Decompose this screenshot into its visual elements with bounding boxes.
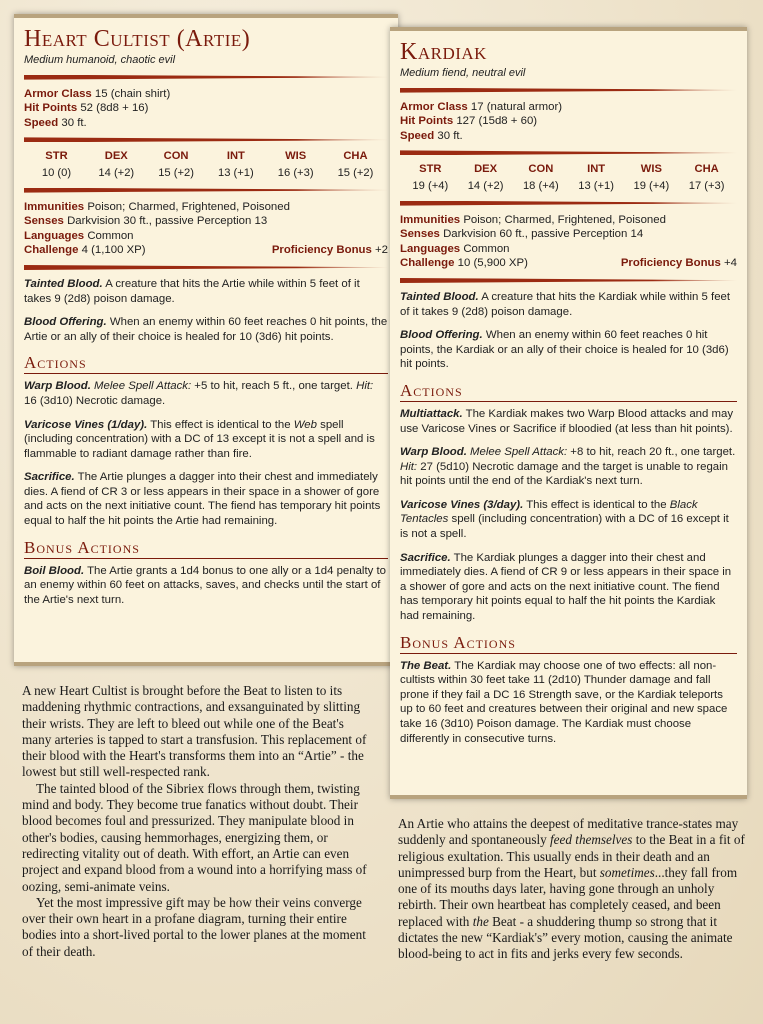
- creature-type: Medium humanoid, chaotic evil: [24, 54, 176, 66]
- challenge-row: [400, 256, 737, 271]
- divider: [24, 188, 388, 193]
- action-warp-blood: Warp Blood. Melee Spell Attack: +8 to hit, reach 20 ft., one target. Hit: 27 (5d10) Necrotic damage and the target is unable to regain hit points until the end of the Kardiak's next turn.: [400, 446, 736, 488]
- senses: Senses Darkvision 30 ft., passive Perception 13: [24, 215, 268, 228]
- speed: Speed 30 ft.: [24, 116, 87, 129]
- proficiency-bonus: Proficiency Bonus +2: [271, 244, 388, 257]
- creature-type: Medium fiend, neutral evil: [400, 67, 526, 79]
- armor-class: Armor Class 15 (chain shirt): [24, 87, 171, 100]
- heart-cultist-stat-block: [14, 14, 398, 666]
- actions-heading: Actions: [400, 381, 737, 402]
- bonus-the-beat: The Beat. The Kardiak may choose one of two effects: all non-cultists within 30 feet take 11 (2d10) Thunder damage and fall prone if they fail a DC 16 Strength save, or the Kardiak teleports up to 60 feet and creatures between their original and new space take 16 (3d10) Poison damage. The Kardiak must choose differently in consecutive turns.: [400, 659, 728, 745]
- trait-blood-offering: Blood Offering. When an enemy within 60 feet reaches 0 hit points, the Artie or an ally of their choice is healed for 10 (3d6) hit points.: [24, 316, 388, 343]
- paragraph: Yet the most impressive gift may be how their veins converge over their own heart in a profane diagram, turning their entire bodies into a short-lived portal to the lower planes at the moment of their death.: [22, 894, 366, 959]
- challenge-row: [24, 243, 388, 258]
- action-multiattack: Multiattack. The Kardiak makes two Warp Blood attacks and may use Varicose Vines or Sacrifice if bloodied (at less than hit points).: [400, 407, 734, 435]
- proficiency-bonus: Proficiency Bonus +4: [620, 257, 737, 270]
- action-varicose-vines: Varicose Vines (3/day). This effect is identical to the Black Tentacles spell (including concentration) with a DC of 16 except it is not a spell.: [400, 498, 729, 541]
- ability-str: STR 19 (+4): [412, 163, 449, 192]
- ability-wis: WIS 16 (+3): [277, 150, 314, 179]
- divider: [400, 88, 737, 93]
- ability-dex: DEX 14 (+2): [98, 150, 135, 179]
- divider: [400, 278, 737, 283]
- speed: Speed 30 ft.: [400, 129, 463, 142]
- paragraph: The tainted blood of the Sibriex flows through them, twisting mind and body. They become true fanatics without doubt. Their blood becomes foul and pressurized. They manipulate blood in other's bodies, causing hemmorhages, energizing them, or redirecting vitality out of death. With effort, an Artie can even project and expand blood from a wound into a horrifying mass of oozing, semi-animate veins.: [22, 780, 367, 894]
- ability-int: INT 13 (+1): [217, 150, 254, 179]
- action-warp-blood: Warp Blood. Melee Spell Attack: +5 to hit, reach 5 ft., one target. Hit: 16 (3d10) Necrotic damage.: [24, 380, 374, 407]
- trait-tainted-blood: Tainted Blood. A creature that hits the Artie while within 5 feet of it takes 9 (2d8) poison damage.: [24, 277, 360, 305]
- languages: Languages Common: [400, 242, 510, 255]
- creature-name: Kardiak: [400, 39, 487, 65]
- ability-scores: [24, 149, 388, 180]
- challenge: Challenge 10 (5,900 XP): [400, 257, 528, 270]
- divider: [400, 201, 737, 206]
- hit-points: Hit Points 127 (15d8 + 60): [400, 115, 538, 128]
- trait-blood-offering: Blood Offering. When an enemy within 60 feet reaches 0 hit points, the Kardiak or an ally of their choice is healed for 10 (3d6) hit points.: [400, 329, 729, 371]
- kardiak-description: [398, 816, 748, 963]
- bonus-actions-heading: Bonus Actions: [400, 633, 737, 654]
- divider: [24, 265, 388, 270]
- divider: [400, 150, 737, 155]
- senses: Senses Darkvision 60 ft., passive Perception 14: [400, 228, 644, 241]
- ability-int: INT 13 (+1): [578, 163, 614, 192]
- ability-dex: DEX 14 (+2): [467, 163, 504, 192]
- ability-con: CON 18 (+4): [522, 163, 559, 192]
- bonus-actions-heading: Bonus Actions: [24, 538, 388, 559]
- armor-class: Armor Class 17 (natural armor): [400, 100, 563, 113]
- action-sacrifice: Sacrifice. The Artie plunges a dagger into their chest and immediately dies. A fiend of CR 3 or less appears in their space in a shower of gore and acts on the next initiative count. The fiend has temporary hit points equal to half the hit points the Artie had remaining.: [24, 471, 381, 528]
- ability-con: CON 15 (+2): [158, 150, 194, 179]
- immunities: Immunities Poison; Charmed, Frightened, Poisoned: [400, 213, 666, 226]
- ability-cha: CHA 17 (+3): [688, 163, 725, 192]
- action-sacrifice: Sacrifice. The Kardiak plunges a dagger into their chest and immediately dies. A fiend of CR 9 or less appears in their space in a shower of gore and acts on the next initiative count. The fiend has temporary hit points equal to half the hit points the Kardiak had remaining.: [400, 551, 732, 623]
- ability-cha: CHA 15 (+2): [337, 150, 374, 179]
- kardiak-stat-block: [390, 27, 747, 799]
- bonus-boil-blood: Boil Blood. The Artie grants a 1d4 bonus to one ally or a 1d4 penalty to an enemy within 60 feet on attacks, saves, and checks until the start of the Artie's next turn.: [24, 564, 386, 606]
- paragraph: A new Heart Cultist is brought before the Beat to listen to its maddening rhythmic contractions, and exsanguinated by slitting their wrists. They are left to bleed out while one of the Beat's many arteries is tapped to start a transfusion. This replacement of their blood with the Heart's transforms them into an “Artie” - the lowest but still well-respected rank.: [22, 683, 367, 780]
- ability-wis: WIS 19 (+4): [633, 163, 670, 192]
- creature-name: Heart Cultist (Artie): [24, 26, 251, 52]
- divider: [24, 137, 388, 142]
- trait-tainted-blood: Tainted Blood. A creature that hits the Kardiak while within 5 feet of it takes 9 (2d8) poison damage.: [400, 290, 731, 318]
- action-varicose-vines: Varicose Vines (1/day). This effect is identical to the Web spell (including concentration) with a DC of 13 except it is not a spell and is flammable to radiant damage rather than fire.: [24, 418, 375, 460]
- hit-points: Hit Points 52 (8d8 + 16): [24, 102, 149, 115]
- paragraph: An Artie who attains the deepest of meditative trance-states may suddenly and spontaneously feed themselves to the Beat in a fit of religious exultation. This usually ends in their death and an unimpressed burp from the Heart, but sometimes...they fall from one of its mouths days later, having gone through an unholy rebirth. Their own heartbeat has completely ceased, and been replaced with the Beat - a shuddering thump so strong that it dictates the new “Kardiak's” every motion, causing the animate blood-being to act in fits and jerks every few seconds.: [398, 816, 745, 962]
- divider: [24, 75, 388, 80]
- immunities: Immunities Poison; Charmed, Frightened, Poisoned: [24, 200, 290, 213]
- ability-scores: [400, 162, 737, 193]
- ability-str: STR 10 (0): [41, 150, 72, 179]
- challenge: Challenge 4 (1,100 XP): [24, 244, 146, 257]
- actions-heading: Actions: [24, 353, 388, 374]
- languages: Languages Common: [24, 229, 134, 242]
- heart-cultist-description: [22, 683, 368, 960]
